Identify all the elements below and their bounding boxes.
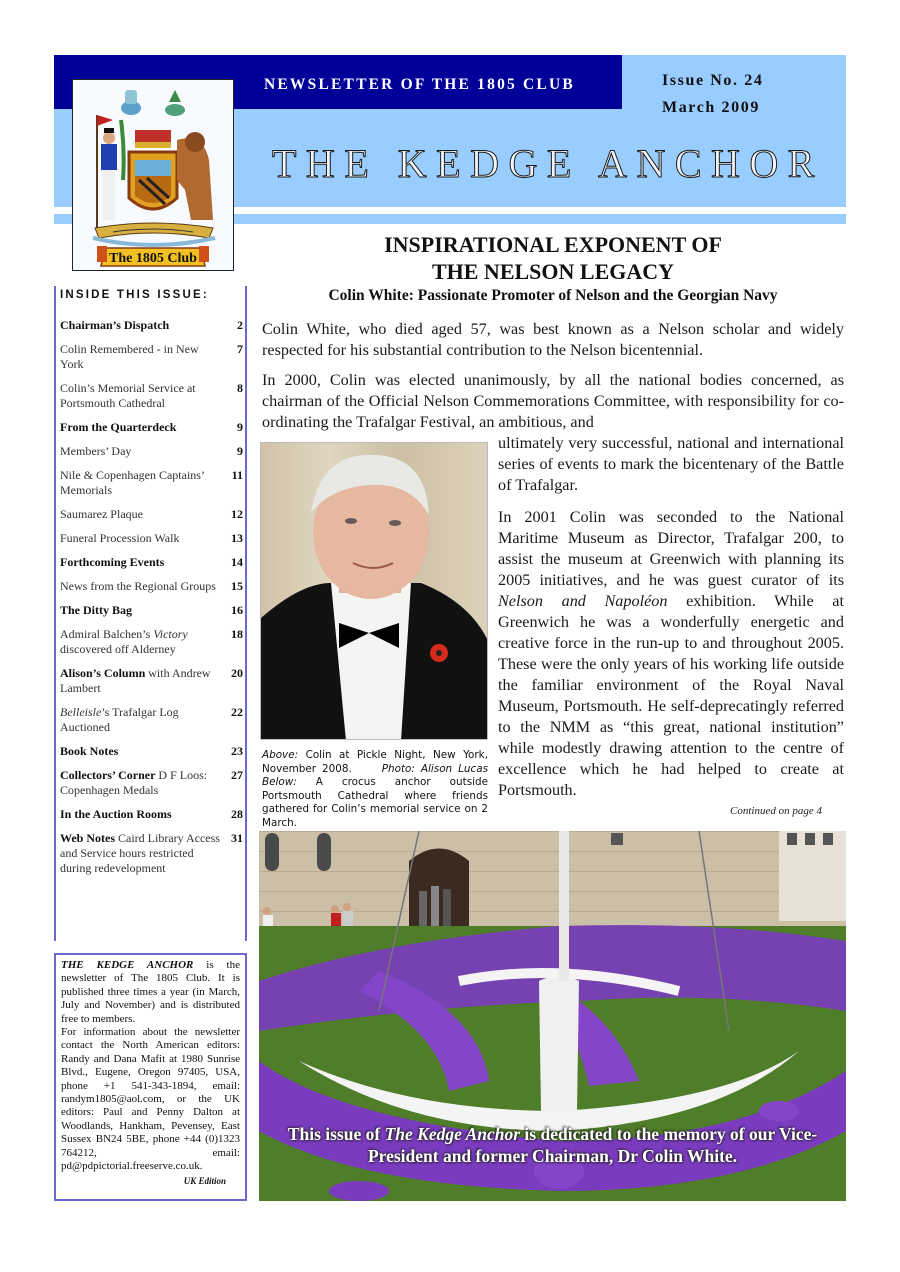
issue-number: Issue No. 24 [662,72,764,89]
toc-item-alisons-column[interactable]: Alison’s Column with Andrew Lambert 20 [60,666,243,695]
toc-item-ditty-bag[interactable]: The Ditty Bag 16 [60,603,243,617]
dedication-text: This issue of The Kedge Anchor is dedicated to the memory of our Vice-President and former Chairman, Dr Colin White. [287,1124,818,1166]
toc-item-regional-groups[interactable]: News from the Regional Groups 15 [60,579,243,593]
toc-list [60,318,243,885]
toc-item-book-notes[interactable]: Book Notes 23 [60,744,243,758]
about-contact: For information about the newsletter contact the North American editors: Randy and Dana Mafit at 1980 Sunrise Blvd., Eugene, Oregon 97405, USA, phone +1 541-343-1894, email: randym1805@aol.com, or the UK editors: Paul and Penny Dalton at Woodlands, Hankham, Pevensey, East Sussex BN24 5BE, phone +44 (0)1323 764212, email: pd@pdpictorial.freeserve.co.uk. [61,1026,240,1173]
article-paragraph-3: In 2001 Colin was seconded to the National Maritime Museum as Director, Trafalgar 200, to assist the museum at Greenwich with planning its 2005 initiatives, and he was guest curator of its Nelson and Napoléon exhibition. While at Greenwich he was a wonderfully energetic and creative force in the run-up to and throughout 2005. These were the only years of his working life outside the familiar environment of the Royal Naval Museum, Portsmouth. He self-deprecatingly referred to the NMM as “this great, national institution” while modestly drawing attention to the centre of excellence which he had helped to create at Portsmouth. [498,508,844,799]
toc-item-belleisle-log[interactable]: Belleisle’s Trafalgar Log Auctioned 22 [60,705,243,734]
toc-item-chairmans-dispatch[interactable]: Chairman’s Dispatch 2 [60,318,243,332]
toc-item-colin-remembered[interactable]: Colin Remembered - in New York 7 [60,342,243,371]
article-paragraph-2: In 2000, Colin was elected unanimously, by all the national bodies concerned, as chairman of the Official Nelson Commemorations Committee, with responsibility for co-ordinating the Trafalgar Festival, an ambitious, and [262,371,844,431]
about-intro: THE KEDGE ANCHOR is the newsletter of The 1805 Club. It is published three times a year (in March, July and November) and is distributed free to members. [61,959,240,1025]
club-crest-logo [72,79,234,271]
continued-link[interactable]: Continued on page 4 [730,805,822,817]
toc-item-quarterdeck[interactable]: From the Quarterdeck 9 [60,420,243,434]
issue-date: March 2009 [662,99,760,116]
article-subheading: Colin White: Passionate Promoter of Nelson and the Georgian Navy [328,287,778,304]
photo-colin-white [260,442,488,740]
about-newsletter-box [54,953,247,1201]
table-of-contents [54,286,247,941]
toc-item-web-notes[interactable]: Web Notes Caird Library Access and Service hours restricted during redevelopment 31 [60,831,243,875]
toc-item-funeral-procession[interactable]: Funeral Procession Walk 13 [60,531,243,545]
edition-label: UK Edition [183,1175,226,1186]
newsletter-of-label: NEWSLETTER OF THE 1805 CLUB [264,76,575,93]
portrait-image [261,443,488,740]
toc-heading: INSIDE THIS ISSUE: [60,289,209,301]
article-paragraph-1: Colin White, who died aged 57, was best known as a Nelson scholar and widely respected for his substantial contribution to the Nelson bicentennial. [262,320,844,359]
article-headline: INSPIRATIONAL EXPONENT OF THE NELSON LEGACY [384,232,722,284]
svg-text:The 1805 Club: The 1805 Club [109,251,197,266]
toc-item-members-day[interactable]: Members’ Day 9 [60,444,243,458]
article-paragraph-2-continued: ultimately very successful, national and international series of events to mark the bicentenary of the Battle of Trafalgar. [498,434,844,494]
coat-of-arms-icon [73,80,233,270]
toc-item-collectors-corner[interactable]: Collectors’ Corner D F Loos: Copenhagen Medals 27 [60,768,243,797]
photo-caption: Above: Colin at Pickle Night, New York, November 2008. Photo: Alison Lucas Below: A crocus anchor outside Portsmouth Cathedral where friends gathered for Colin’s memorial service on 2 March. [262,749,488,829]
toc-item-memorial-service[interactable]: Colin’s Memorial Service at Portsmouth Cathedral 8 [60,381,243,410]
newsletter-title: THE KEDGE ANCHOR [272,141,824,186]
toc-item-forthcoming-events[interactable]: Forthcoming Events 14 [60,555,243,569]
toc-item-saumarez-plaque[interactable]: Saumarez Plaque 12 [60,507,243,521]
toc-item-balchens-victory[interactable]: Admiral Balchen’s Victory discovered off Alderney 18 [60,627,243,656]
toc-item-nile-copenhagen[interactable]: Nile & Copenhagen Captains’ Memorials 11 [60,468,243,497]
toc-item-auction-rooms[interactable]: In the Auction Rooms 28 [60,807,243,821]
